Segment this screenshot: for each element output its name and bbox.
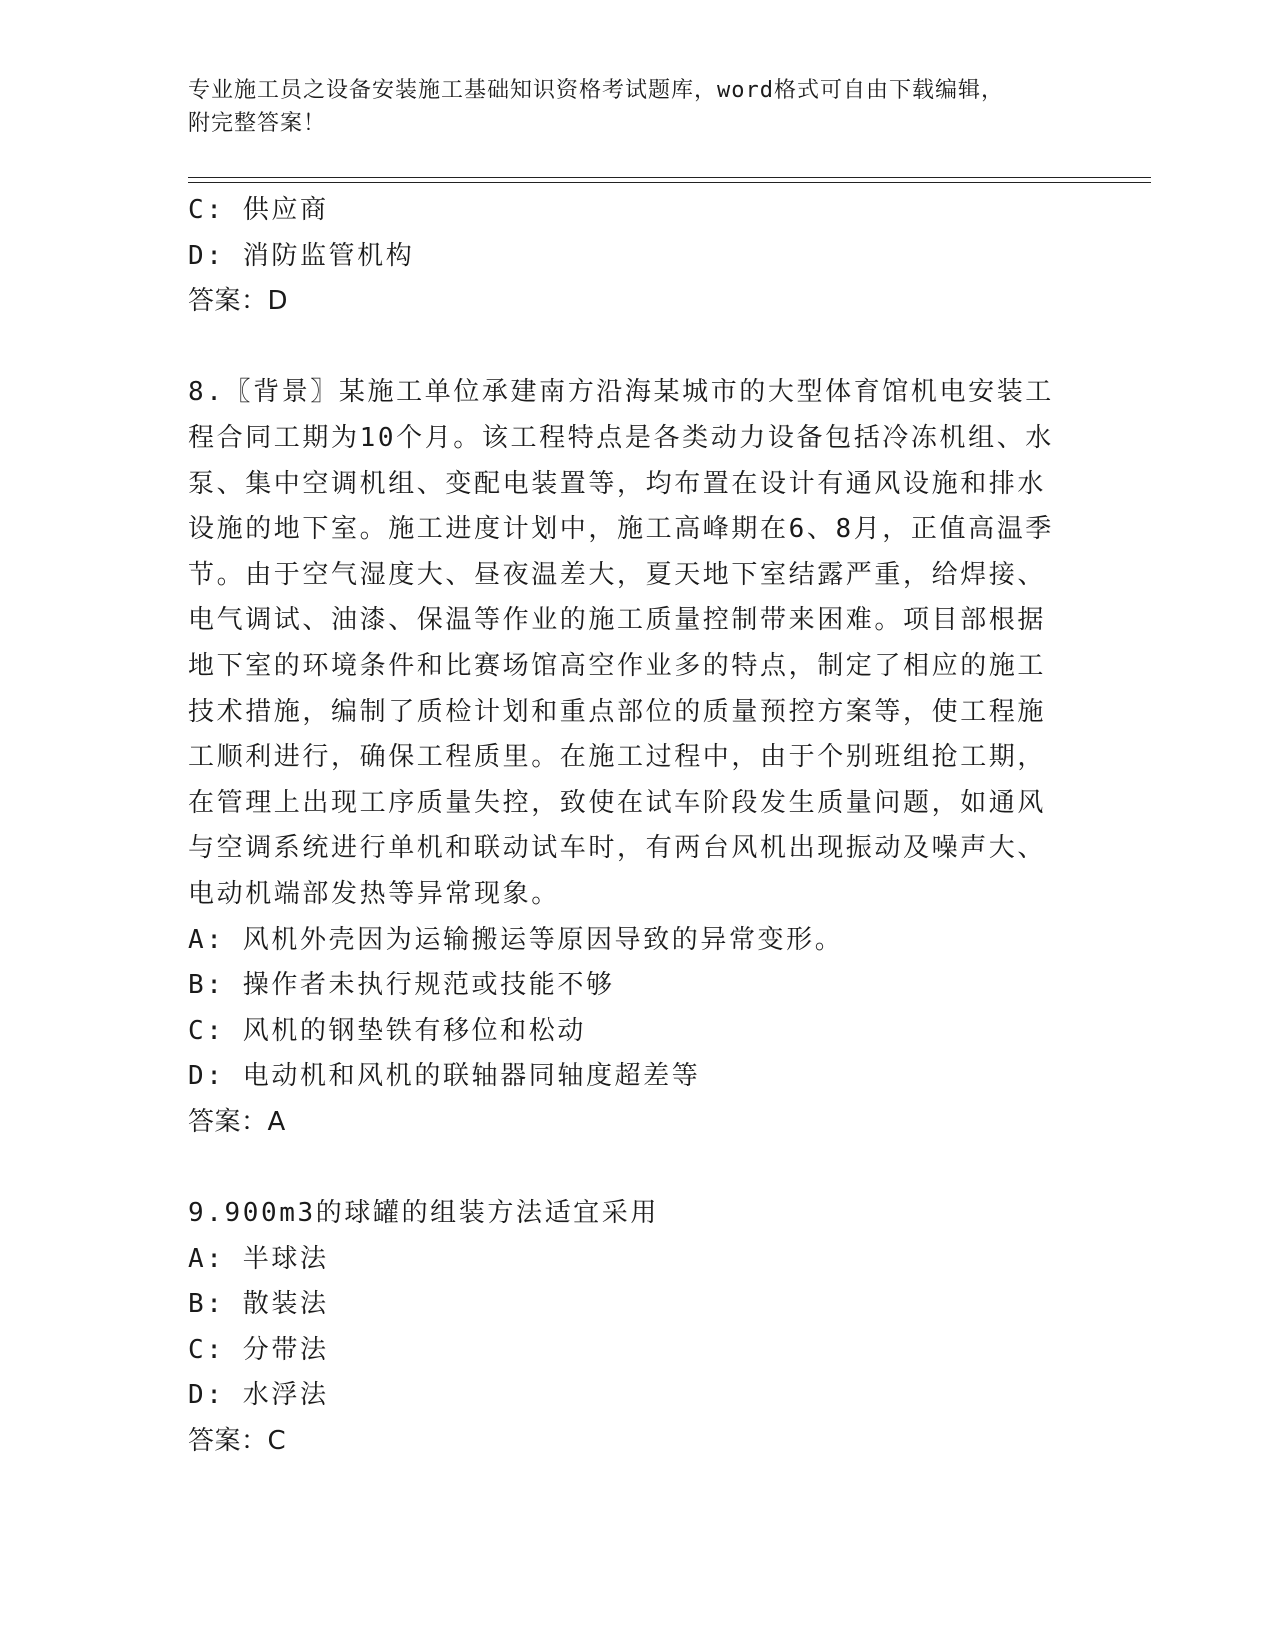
question-9-stem: 9.900m3的球罐的组装方法适宜采用: [188, 1198, 659, 1229]
document-body: [188, 188, 1148, 1465]
question-8-stem-line: 8.〖背景〗某施工单位承建南方沿海某城市的大型体育馆机电安装工: [188, 377, 1054, 408]
question-8-stem-line: 与空调系统进行单机和联动试车时，有两台风机出现振动及噪声大、: [188, 833, 1047, 864]
question-9-option-c: C: 分带法: [188, 1334, 329, 1365]
question-8-stem-line: 技术措施，编制了质检计划和重点部位的质量预控方案等，使工程施: [188, 696, 1047, 727]
spacer: [188, 325, 1148, 371]
question-9-option-d: D: 水浮法: [188, 1380, 329, 1411]
question-8-option-c: C: 风机的钢垫铁有移位和松动: [188, 1015, 586, 1046]
question-7: [188, 188, 1148, 325]
question-8-stem: [188, 370, 1148, 917]
question-9-option-a: A: 半球法: [188, 1243, 329, 1274]
question-8-stem-line: 工顺利进行，确保工程质里。在施工过程中，由于个别班组抢工期，: [188, 742, 1047, 773]
question-7-option-d: D: 消防监管机构: [188, 240, 415, 271]
question-8-option-d: D: 电动机和风机的联轴器同轴度超差等: [188, 1061, 701, 1092]
spacer: [188, 1145, 1148, 1191]
document-header: [188, 74, 1088, 140]
question-8-stem-line: 电气调试、油漆、保温等作业的施工质量控制带来困难。项目部根据: [188, 605, 1047, 636]
question-9-option-b: B: 散装法: [188, 1289, 329, 1320]
question-8-stem-line: 地下室的环境条件和比赛场馆高空作业多的特点，制定了相应的施工: [188, 650, 1047, 681]
question-8-stem-line: 设施的地下室。施工进度计划中，施工高峰期在6、8月，正值高温季: [188, 514, 1054, 545]
header-line-1: 专业施工员之设备安装施工基础知识资格考试题库，word格式可自由下载编辑，: [188, 78, 1004, 103]
header-line-2: 附完整答案！: [188, 111, 327, 136]
question-8-stem-line: 在管理上出现工序质量失控，致使在试车阶段发生质量问题，如通风: [188, 787, 1047, 818]
header-divider: [188, 177, 1151, 183]
question-8-stem-line: 泵、集中空调机组、变配电装置等，均布置在设计有通风设施和排水: [188, 468, 1047, 499]
question-7-option-c: C: 供应商: [188, 195, 329, 225]
question-8-option-b: B: 操作者未执行规范或技能不够: [188, 970, 615, 1001]
question-9-answer: 答案：C: [188, 1426, 287, 1457]
question-8-stem-line: 节。由于空气湿度大、昼夜温差大，夏天地下室结露严重，给焊接、: [188, 559, 1047, 590]
question-9: [188, 1191, 1148, 1465]
question-8-stem-line: 程合同工期为10个月。该工程特点是各类动力设备包括冷冻机组、水: [188, 422, 1054, 453]
question-8-answer: 答案：A: [188, 1106, 286, 1137]
question-7-answer: 答案：D: [188, 286, 289, 317]
question-8: [188, 370, 1148, 1145]
question-8-stem-line: 电动机端部发热等异常现象。: [188, 878, 560, 909]
question-8-option-a: A: 风机外壳因为运输搬运等原因导致的异常变形。: [188, 924, 844, 955]
